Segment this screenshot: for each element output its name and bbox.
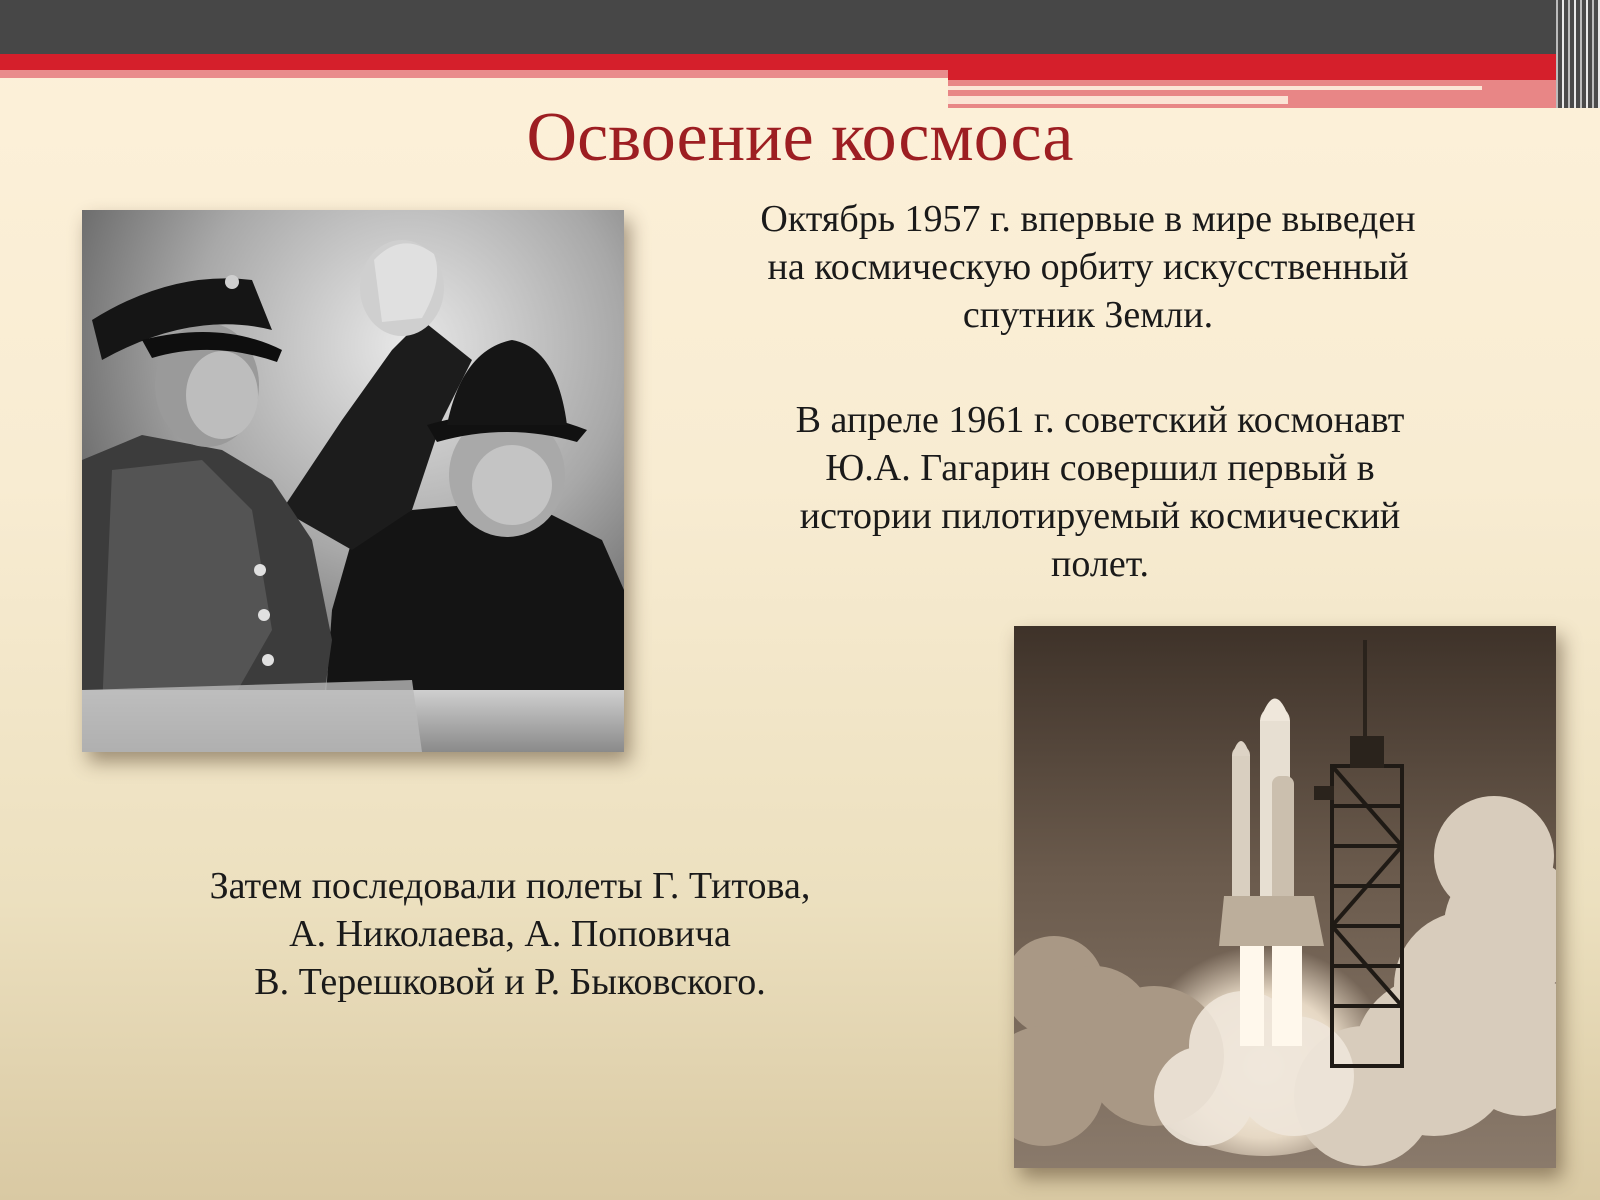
text-line: А. Николаева, А. Поповича	[289, 913, 731, 955]
top-pink-stripe	[0, 70, 948, 78]
top-dark-bar	[0, 0, 1600, 54]
text-line: спутник Земли.	[962, 294, 1214, 336]
photo-gagarin-khrushchev	[82, 210, 624, 752]
text-later-flights	[120, 862, 900, 1006]
text-line: на космическую орбиту искусственный	[767, 246, 1409, 288]
top-red-band	[0, 54, 1600, 70]
decor-stripe	[948, 86, 1482, 90]
text-gagarin-flight	[722, 396, 1478, 588]
slide-title: Освоение космоса	[526, 99, 1074, 176]
photo-rocket-launch	[1014, 626, 1556, 1168]
corner-decoration	[1556, 0, 1600, 108]
text-line: Ю.А. Гагарин совершил первый в	[825, 447, 1375, 489]
text-line: В апреле 1961 г. советский космонавт	[795, 399, 1405, 441]
text-line: В. Терешковой и Р. Быковского.	[254, 961, 766, 1003]
text-line: Затем последовали полеты Г. Титова,	[209, 865, 811, 907]
text-line: Октябрь 1957 г. впервые в мире выведен	[760, 198, 1416, 240]
top-red-band-right	[948, 70, 1600, 80]
text-sputnik	[698, 195, 1478, 339]
text-line: полет.	[1051, 543, 1149, 585]
text-line: истории пилотируемый космический	[799, 495, 1401, 537]
